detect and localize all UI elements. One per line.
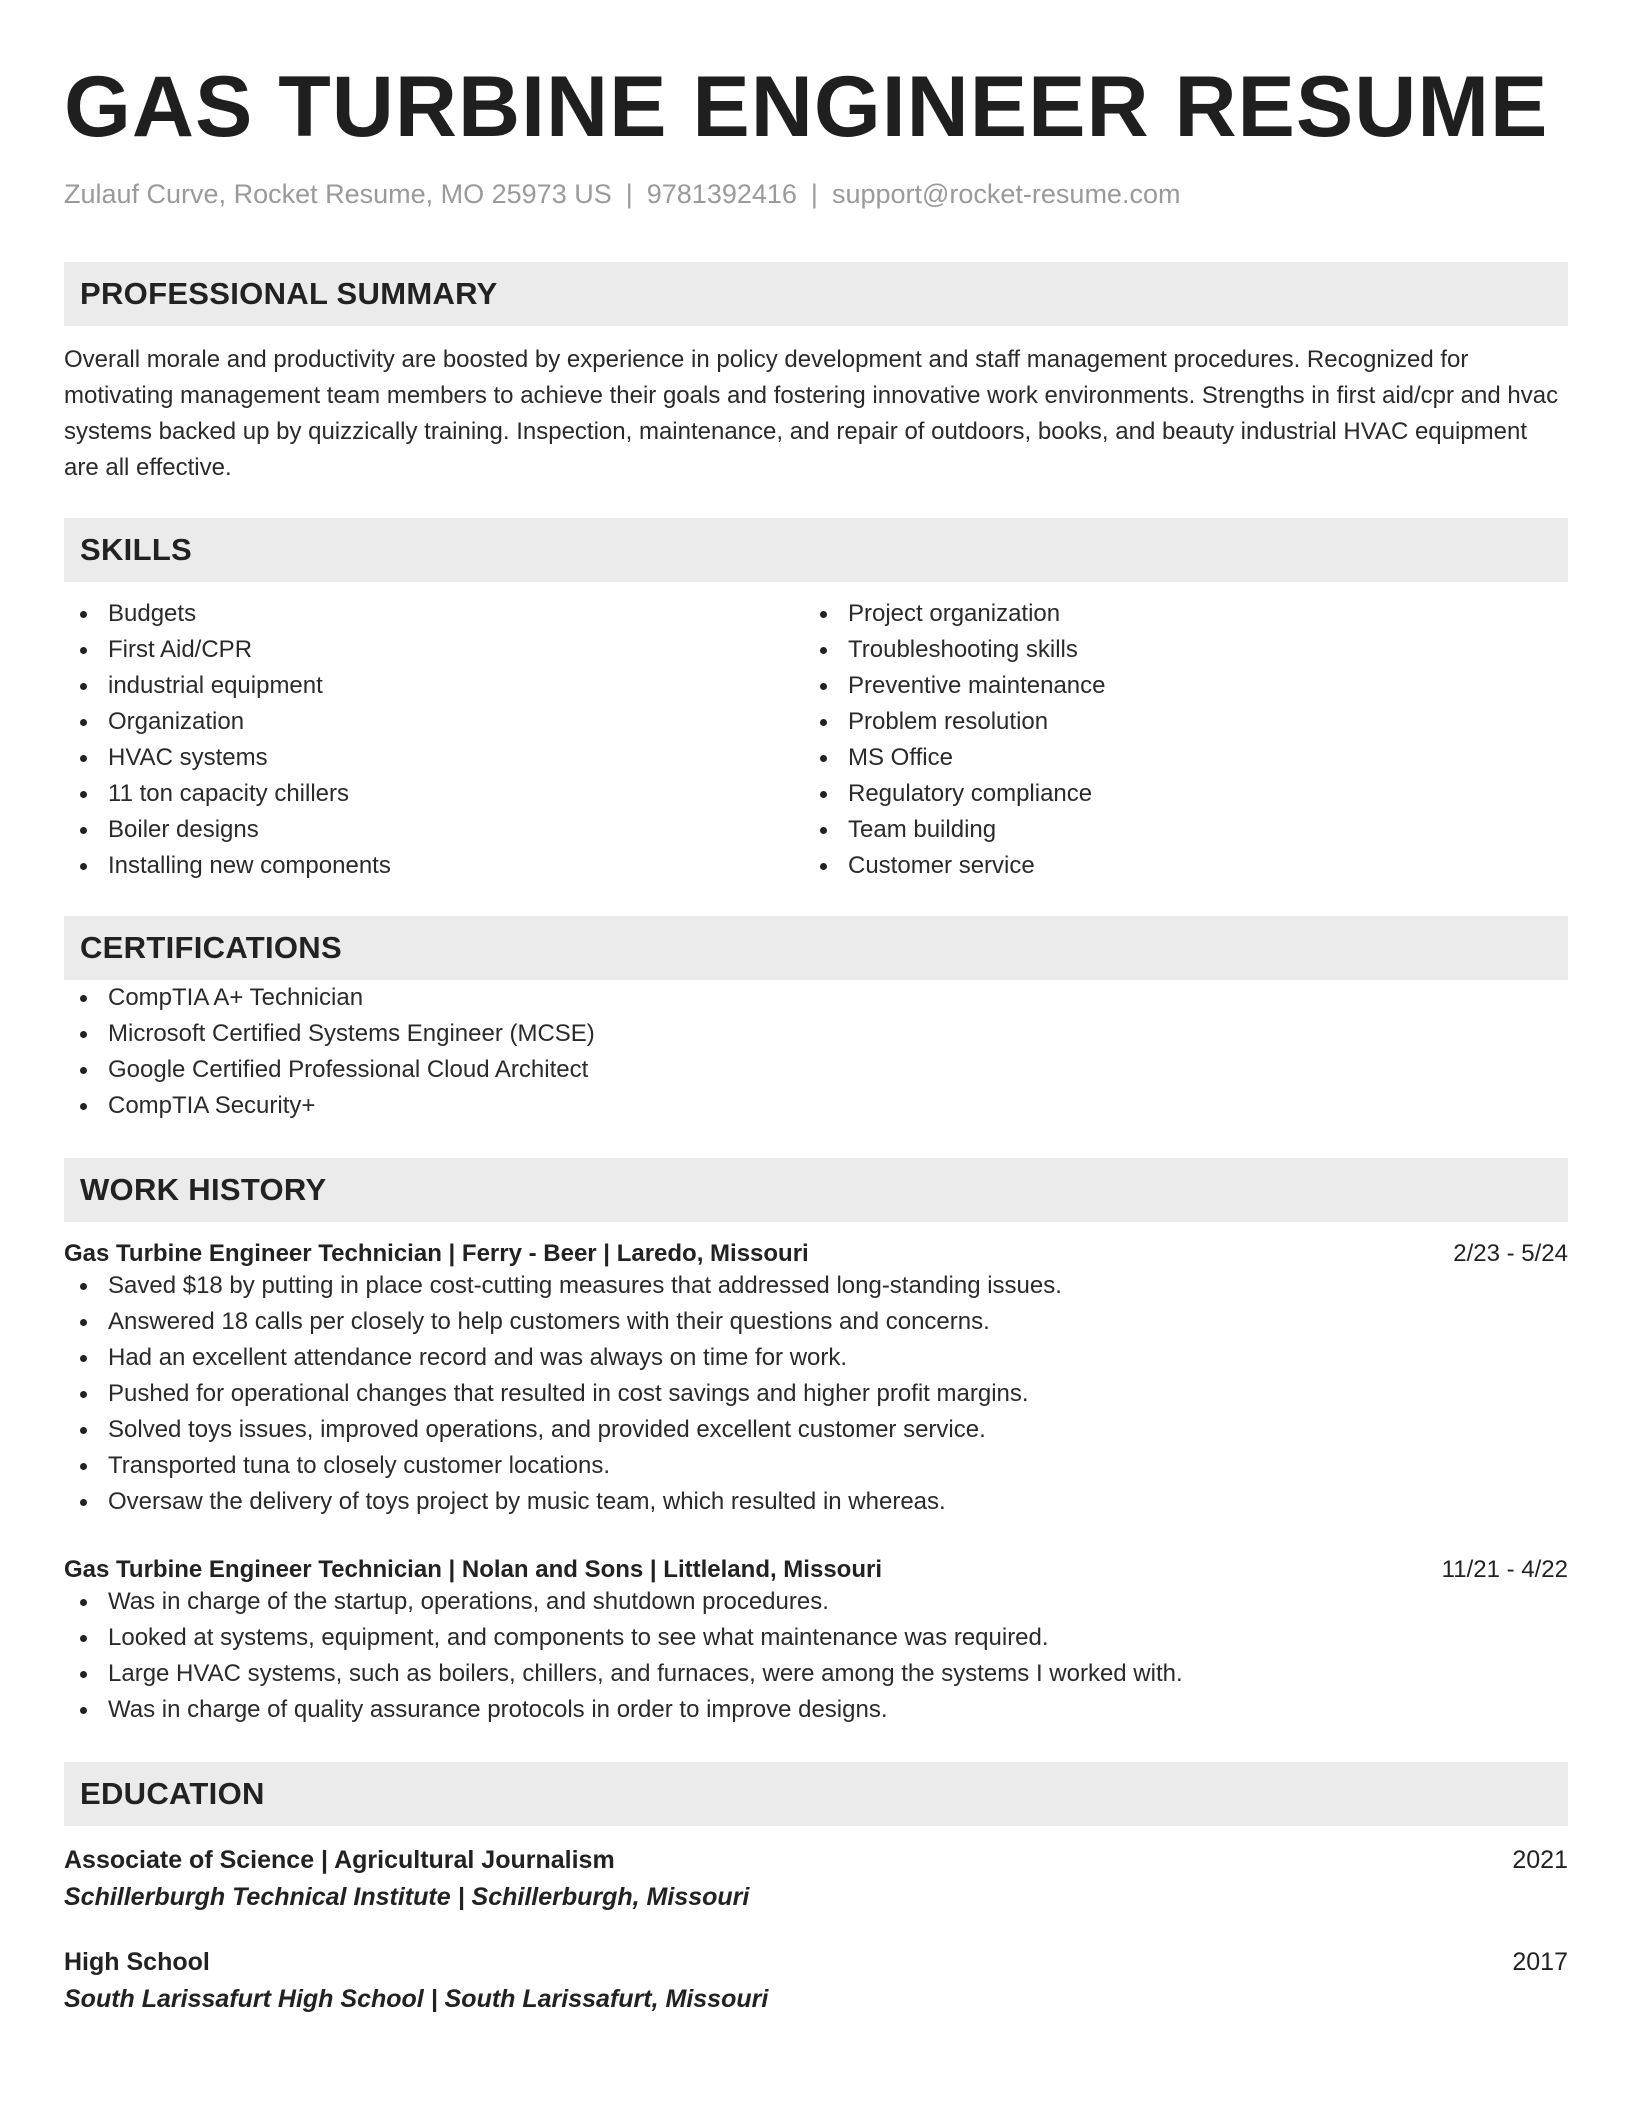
skills-list-left: [64, 596, 804, 884]
education-header: [64, 1846, 1568, 1875]
skills-grid: [64, 596, 1568, 884]
job-header: [64, 1556, 1568, 1584]
skill-item: Project organization: [804, 596, 1544, 632]
job-title: Gas Turbine Engineer Technician | Nolan and Sons | Littleland, Missouri: [64, 1556, 882, 1584]
job-bullets: [64, 1584, 1568, 1728]
job-bullet: Large HVAC systems, such as boilers, chillers, and furnaces, were among the systems I worked with.: [64, 1656, 1568, 1692]
education-school: Schillerburgh Technical Institute | Schillerburgh, Missouri: [64, 1883, 750, 1912]
job-bullet: Looked at systems, equipment, and components to see what maintenance was required.: [64, 1620, 1568, 1656]
skill-item: Team building: [804, 812, 1544, 848]
section-heading-education: EDUCATION: [64, 1762, 1568, 1826]
section-heading-work-history: WORK HISTORY: [64, 1158, 1568, 1222]
certification-item: Microsoft Certified Systems Engineer (MCSE): [64, 1016, 1568, 1052]
skill-item: Budgets: [64, 596, 804, 632]
job-bullet: Was in charge of quality assurance protocols in order to improve designs.: [64, 1692, 1568, 1728]
job-title: Gas Turbine Engineer Technician | Ferry - Beer | Laredo, Missouri: [64, 1240, 809, 1268]
skill-item: First Aid/CPR: [64, 632, 804, 668]
skill-item: industrial equipment: [64, 668, 804, 704]
skill-item: 11 ton capacity chillers: [64, 776, 804, 812]
job-bullet: Pushed for operational changes that resulted in cost savings and higher profit margins.: [64, 1376, 1568, 1412]
certification-item: CompTIA Security+: [64, 1088, 1568, 1124]
skill-item: Problem resolution: [804, 704, 1544, 740]
education-entry: [64, 1846, 1568, 1912]
skill-item: Troubleshooting skills: [804, 632, 1544, 668]
skill-item: Installing new components: [64, 848, 804, 884]
education-year: 2017: [1512, 1948, 1568, 1977]
education-school: South Larissafurt High School | South Larissafurt, Missouri: [64, 1985, 769, 2014]
job-bullet: Solved toys issues, improved operations, and provided excellent customer service.: [64, 1412, 1568, 1448]
summary-text: Overall morale and productivity are boosted by experience in policy development and staff management procedures. Recognized for motivating management team members to achieve their goals and fostering innovative work environments. Strengths in first aid/cpr and hvac systems backed up by quizzically training. Inspection, maintenance, and repair of outdoors, books, and beauty industrial HVAC equipment are all effective.: [64, 346, 1559, 482]
job-header: [64, 1240, 1568, 1268]
contact-email: support@rocket-resume.com: [831, 179, 1181, 209]
section-heading-summary: PROFESSIONAL SUMMARY: [64, 262, 1568, 326]
contact-phone: 9781392416: [646, 179, 797, 209]
skill-item: Regulatory compliance: [804, 776, 1544, 812]
education-entry: [64, 1948, 1568, 2014]
education-header: [64, 1948, 1568, 1977]
contact-separator: |: [810, 179, 818, 209]
certification-item: Google Certified Professional Cloud Architect: [64, 1052, 1568, 1088]
job-bullet: Was in charge of the startup, operations, and shutdown procedures.: [64, 1584, 1568, 1620]
skill-item: HVAC systems: [64, 740, 804, 776]
job-bullets: [64, 1268, 1568, 1520]
contact-separator: |: [625, 179, 633, 209]
section-heading-certifications: CERTIFICATIONS: [64, 916, 1568, 980]
job-dates: 11/21 - 4/22: [1441, 1556, 1568, 1584]
skill-item: Customer service: [804, 848, 1544, 884]
job-bullet: Transported tuna to closely customer locations.: [64, 1448, 1568, 1484]
job-bullet: Had an excellent attendance record and was always on time for work.: [64, 1340, 1568, 1376]
job-bullet: Oversaw the delivery of toys project by music team, which resulted in whereas.: [64, 1484, 1568, 1520]
skills-column-right: [804, 596, 1544, 884]
certifications-list: [64, 980, 1568, 1124]
certification-item: CompTIA A+ Technician: [64, 980, 1568, 1016]
skills-list-right: [804, 596, 1544, 884]
job-entry: [64, 1556, 1568, 1728]
skill-item: Boiler designs: [64, 812, 804, 848]
section-heading-skills: SKILLS: [64, 518, 1568, 582]
skill-item: MS Office: [804, 740, 1544, 776]
job-bullet: Answered 18 calls per closely to help customers with their questions and concerns.: [64, 1304, 1568, 1340]
skills-column-left: [64, 596, 804, 884]
resume-title: GAS TURBINE ENGINEER RESUME: [64, 59, 1549, 155]
education-degree: High School: [64, 1948, 210, 1977]
skill-item: Organization: [64, 704, 804, 740]
job-dates: 2/23 - 5/24: [1453, 1240, 1568, 1268]
contact-address: Zulauf Curve, Rocket Resume, MO 25973 US: [64, 179, 612, 209]
job-bullet: Saved $18 by putting in place cost-cutting measures that addressed long-standing issues.: [64, 1268, 1568, 1304]
job-entry: [64, 1240, 1568, 1520]
contact-line: [64, 178, 1568, 210]
education-degree: Associate of Science | Agricultural Journalism: [64, 1846, 615, 1875]
education-year: 2021: [1512, 1846, 1568, 1875]
skill-item: Preventive maintenance: [804, 668, 1544, 704]
